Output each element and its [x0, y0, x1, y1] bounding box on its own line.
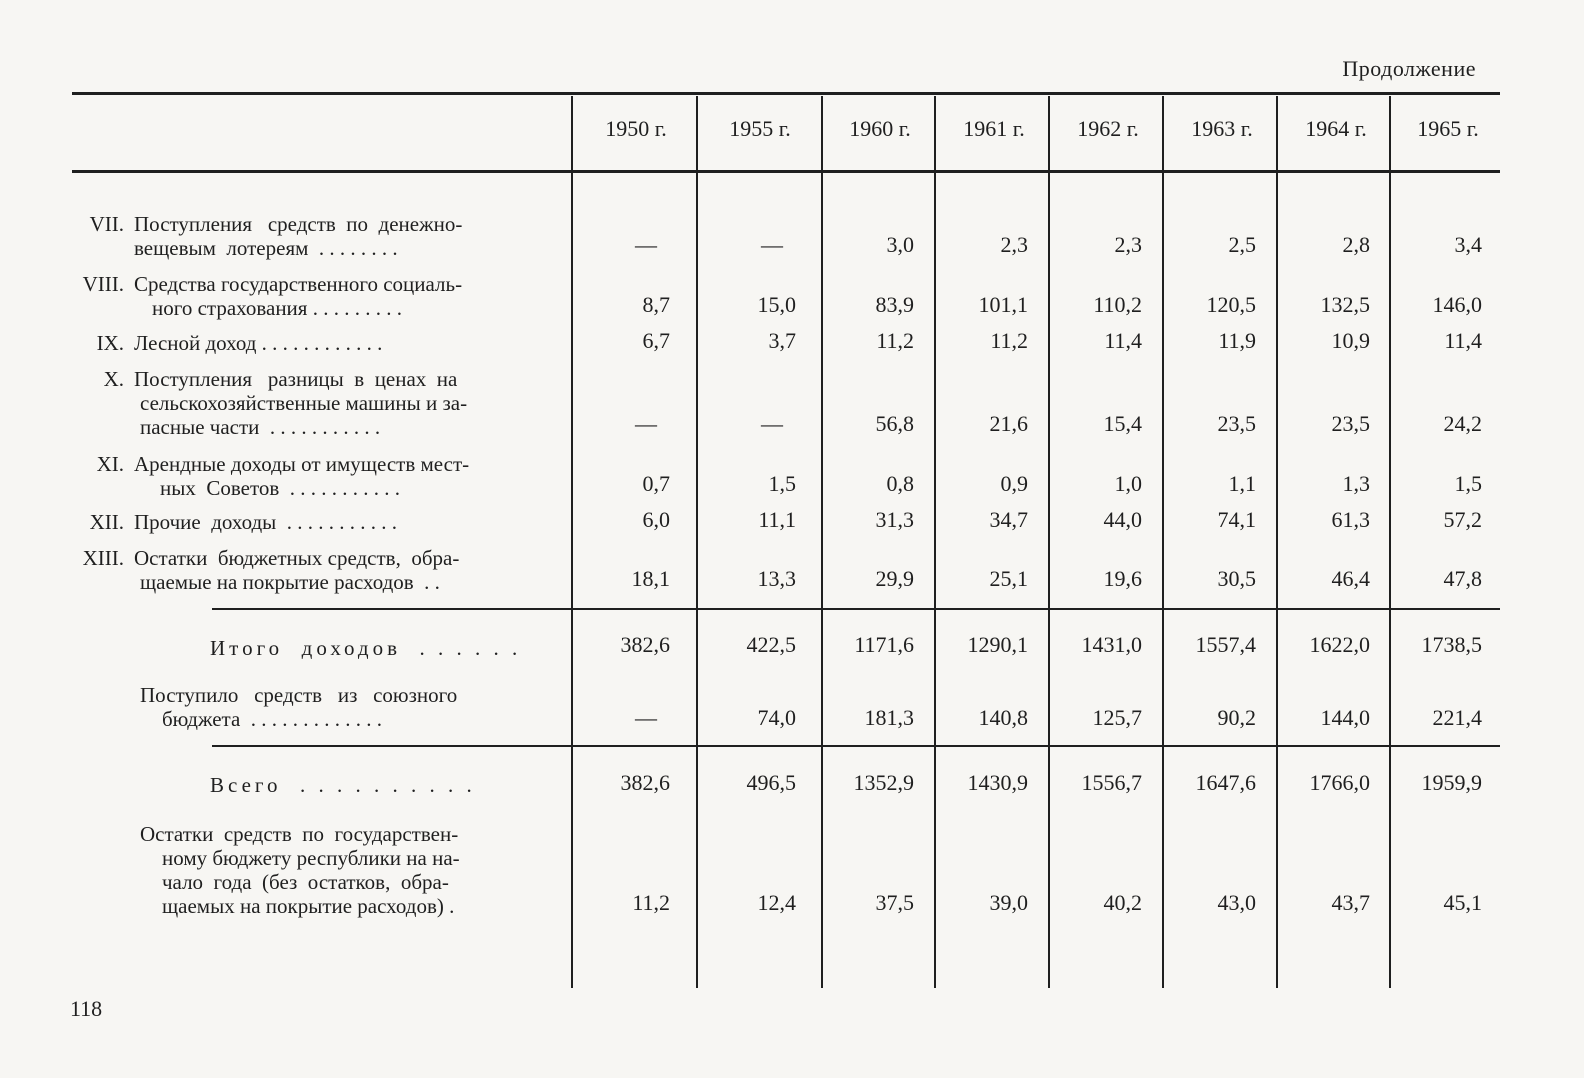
table-cell: 1557,4	[1195, 632, 1256, 657]
table-cell: 382,6	[620, 632, 670, 657]
table-cell: 10,9	[1331, 328, 1370, 353]
year-header: 1950 г.	[605, 116, 667, 141]
table-cell: 15,4	[1103, 411, 1142, 436]
column-separator	[1276, 96, 1278, 988]
table-cell: 382,6	[620, 770, 670, 795]
table-cell: 1,1	[1228, 471, 1256, 496]
table-cell: 110,2	[1093, 292, 1142, 317]
table-cell: —	[761, 411, 783, 436]
row-number: X.	[103, 367, 124, 391]
table-cell: 34,7	[989, 507, 1028, 532]
table-cell: 6,7	[642, 328, 670, 353]
row-label-line: Остатки средств по государствен-	[140, 822, 459, 846]
year-header: 1961 г.	[963, 116, 1025, 141]
year-header: 1960 г.	[849, 116, 911, 141]
table-cell: 15,0	[757, 292, 796, 317]
column-separator	[1048, 96, 1050, 988]
table-cell: 47,8	[1443, 566, 1482, 591]
row-label-line: ного страхования . . . . . . . . .	[152, 296, 402, 320]
year-header: 1962 г.	[1077, 116, 1139, 141]
table-cell: 1766,0	[1309, 770, 1370, 795]
row-label-line: чало года (без остатков, обра-	[162, 870, 449, 894]
table-cell: 24,2	[1443, 411, 1482, 436]
table-cell: 83,9	[875, 292, 914, 317]
table-cell: 3,4	[1454, 232, 1482, 257]
table-cell: 1,5	[1454, 471, 1482, 496]
table-cell: 13,3	[757, 566, 796, 591]
table-cell: 0,7	[642, 471, 670, 496]
table-cell: 181,3	[864, 705, 914, 730]
table-cell: 18,1	[631, 566, 670, 591]
column-separator	[1162, 96, 1164, 988]
table-cell: 39,0	[989, 890, 1028, 915]
table-cell: 21,6	[989, 411, 1028, 436]
table-cell: 144,0	[1320, 705, 1370, 730]
table-cell: 11,1	[758, 507, 796, 532]
table-cell: 2,8	[1342, 232, 1370, 257]
column-separator	[571, 96, 573, 988]
table-cell: 11,2	[990, 328, 1028, 353]
subtotal-label: Итого доходов . . . . . .	[210, 636, 522, 660]
table-cell: 40,2	[1103, 890, 1142, 915]
row-label-line: Прочие доходы . . . . . . . . . . .	[134, 510, 398, 534]
year-header: 1964 г.	[1305, 116, 1367, 141]
row-label-line: щаемые на покрытие расходов . .	[140, 570, 440, 594]
year-header: 1963 г.	[1191, 116, 1253, 141]
table-cell: 120,5	[1206, 292, 1256, 317]
column-separator	[1389, 96, 1391, 988]
row-number: XIII.	[82, 546, 124, 570]
table-cell: 11,4	[1104, 328, 1142, 353]
table-cell: 1959,9	[1421, 770, 1482, 795]
table-cell: 11,2	[876, 328, 914, 353]
table-cell: 3,0	[886, 232, 914, 257]
table-cell: 0,8	[886, 471, 914, 496]
row-label-line: вещевым лотереям . . . . . . . .	[134, 236, 398, 260]
table-top-rule	[72, 92, 1500, 95]
row-label-line: сельскохозяйственные машины и за-	[140, 391, 468, 415]
grand-total-label: Всего . . . . . . . . . .	[210, 773, 476, 797]
page-number: 118	[70, 996, 103, 1021]
table-cell: 11,4	[1444, 328, 1482, 353]
continuation-label: Продолжение	[1342, 56, 1476, 81]
row-label-line: бюджета . . . . . . . . . . . . .	[162, 707, 383, 731]
table-cell: 29,9	[875, 566, 914, 591]
row-label-line: Средства государственного социаль-	[134, 272, 463, 296]
table-cell: 1622,0	[1309, 632, 1370, 657]
year-header: 1955 г.	[729, 116, 791, 141]
table-cell: 1431,0	[1081, 632, 1142, 657]
table-cell: 37,5	[875, 890, 914, 915]
table-cell: 1,0	[1114, 471, 1142, 496]
table-cell: —	[635, 705, 657, 730]
row-label-line: Остатки бюджетных средств, обра-	[134, 546, 460, 570]
table-cell: 1352,9	[853, 770, 914, 795]
table-cell: 45,1	[1443, 890, 1482, 915]
row-label-line: щаемых на покрытие расходов) .	[162, 894, 455, 918]
table-cell: 90,2	[1217, 705, 1256, 730]
table-cell: 0,9	[1000, 471, 1028, 496]
table-cell: 11,9	[1218, 328, 1256, 353]
row-number: IX.	[96, 331, 124, 355]
table-cell: 132,5	[1320, 292, 1370, 317]
table-cell: 140,8	[978, 705, 1028, 730]
table-cell: 31,3	[875, 507, 914, 532]
table-cell: 2,3	[1000, 232, 1028, 257]
table-cell: 43,7	[1331, 890, 1370, 915]
table-cell: 19,6	[1103, 566, 1142, 591]
row-label-line: ных Советов . . . . . . . . . . .	[160, 476, 401, 500]
table-cell: 30,5	[1217, 566, 1256, 591]
table-cell: 1290,1	[967, 632, 1028, 657]
table-cell: 23,5	[1217, 411, 1256, 436]
table-cell: —	[761, 232, 783, 257]
table-cell: 1556,7	[1081, 770, 1142, 795]
table-cell: 101,1	[978, 292, 1028, 317]
table-cell: 146,0	[1432, 292, 1482, 317]
table-cell: 8,7	[642, 292, 670, 317]
grand-total-rule	[212, 745, 1500, 747]
row-label-line: Поступления разницы в ценах на	[134, 367, 458, 391]
row-label-line: пасные части . . . . . . . . . . .	[140, 415, 381, 439]
table-cell: —	[635, 411, 657, 436]
row-label-line: Лесной доход . . . . . . . . . . . .	[134, 331, 383, 355]
table-cell: —	[635, 232, 657, 257]
column-separator	[821, 96, 823, 988]
row-number: VIII.	[82, 272, 124, 296]
table-cell: 1430,9	[967, 770, 1028, 795]
row-number: XI.	[96, 452, 124, 476]
table-cell: 25,1	[989, 566, 1028, 591]
row-label-line: Поступило средств из союзного	[140, 683, 458, 707]
row-number: VII.	[89, 212, 124, 236]
table-cell: 1,5	[768, 471, 796, 496]
table-cell: 11,2	[632, 890, 670, 915]
table-cell: 57,2	[1443, 507, 1482, 532]
row-number: XII.	[89, 510, 124, 534]
table-cell: 125,7	[1092, 705, 1142, 730]
year-header: 1965 г.	[1417, 116, 1479, 141]
table-header-rule	[72, 170, 1500, 173]
table-cell: 1647,6	[1195, 770, 1256, 795]
row-label-line: Поступления средств по денежно-	[134, 212, 463, 236]
table-cell: 1171,6	[854, 632, 914, 657]
table-cell: 46,4	[1331, 566, 1370, 591]
table-cell: 2,5	[1228, 232, 1256, 257]
table-cell: 61,3	[1331, 507, 1370, 532]
totals-rule	[212, 608, 1500, 610]
table-cell: 1738,5	[1421, 632, 1482, 657]
table-cell: 44,0	[1103, 507, 1142, 532]
table-cell: 56,8	[875, 411, 914, 436]
row-label-line: ному бюджету республики на на-	[162, 846, 460, 870]
table-cell: 422,5	[746, 632, 796, 657]
row-label-line: Арендные доходы от имуществ мест-	[134, 452, 470, 476]
table-cell: 2,3	[1114, 232, 1142, 257]
table-cell: 43,0	[1217, 890, 1256, 915]
column-separator	[696, 96, 698, 988]
table-cell: 1,3	[1342, 471, 1370, 496]
table-cell: 6,0	[642, 507, 670, 532]
column-separator	[934, 96, 936, 988]
table-cell: 3,7	[768, 328, 796, 353]
table-cell: 23,5	[1331, 411, 1370, 436]
table-cell: 12,4	[757, 890, 796, 915]
table-cell: 74,0	[757, 705, 796, 730]
table-cell: 221,4	[1432, 705, 1482, 730]
table-cell: 496,5	[746, 770, 796, 795]
table-cell: 74,1	[1217, 507, 1256, 532]
